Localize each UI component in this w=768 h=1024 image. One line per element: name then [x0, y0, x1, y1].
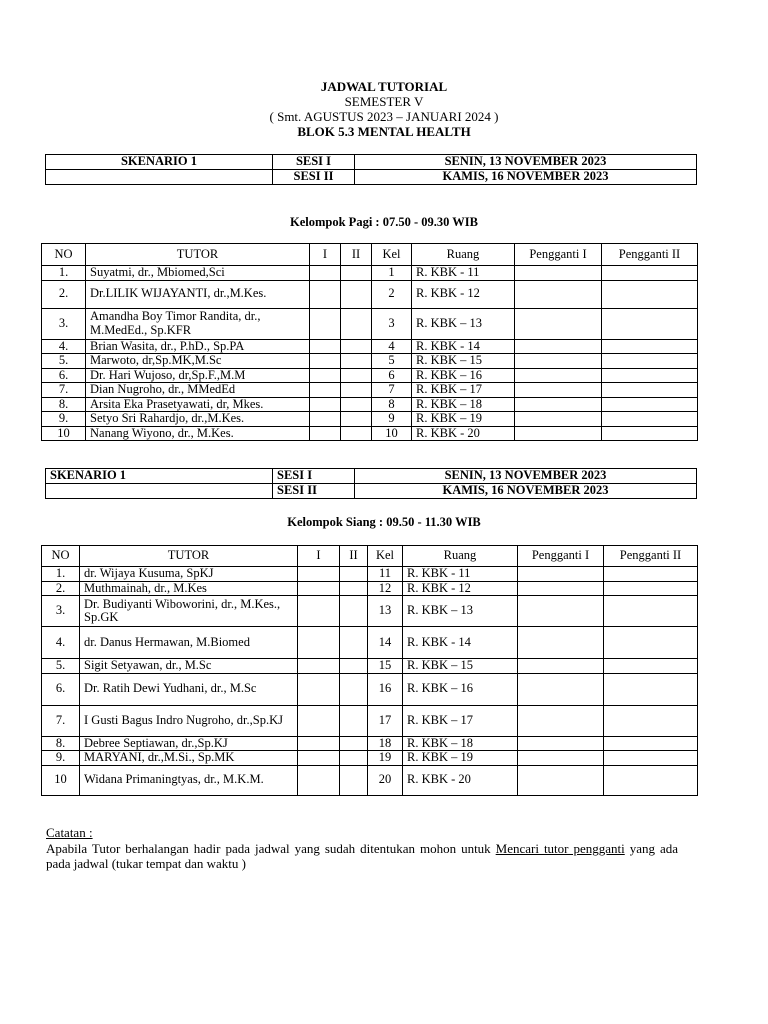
- no-cell: 7.: [42, 383, 86, 398]
- kel-cell: 15: [368, 659, 403, 674]
- table-row: [42, 266, 698, 281]
- session-1-cell: [310, 383, 341, 398]
- pengganti-2-cell: [604, 765, 698, 795]
- kel-cell: 20: [368, 765, 403, 795]
- no-cell: 8.: [42, 736, 80, 751]
- pengganti-1-cell: [518, 705, 604, 736]
- no-cell: 7.: [42, 705, 80, 736]
- pengganti-1-cell: [518, 736, 604, 751]
- kel-cell: 10: [372, 426, 412, 441]
- pengganti-2-cell: [604, 751, 698, 766]
- tutor-cell: Widana Primaningtyas, dr., M.K.M.: [80, 765, 298, 795]
- ruang-cell: R. KBK - 20: [412, 426, 515, 441]
- ruang-cell: R. KBK – 17: [412, 383, 515, 398]
- tutor-cell: Arsita Eka Prasetyawati, dr, Mkes.: [86, 397, 310, 412]
- session-2-cell: [340, 567, 368, 582]
- table-row: [42, 397, 698, 412]
- sesi-2-date: KAMIS, 16 NOVEMBER 2023: [355, 170, 697, 185]
- period-label: ( Smt. AGUSTUS 2023 – JANUARI 2024 ): [269, 109, 499, 124]
- kel-cell: 6: [372, 368, 412, 383]
- sesi-2-label: SESI II: [273, 170, 355, 185]
- col-header-ruang: Ruang: [412, 244, 515, 266]
- tutor-cell: dr. Danus Hermawan, M.Biomed: [80, 627, 298, 659]
- ruang-cell: R. KBK - 20: [403, 765, 518, 795]
- tutor-cell: Dr.LILIK WIJAYANTI, dr.,M.Kes.: [86, 280, 310, 308]
- pengganti-2-cell: [604, 659, 698, 674]
- col-header-tutor: TUTOR: [86, 244, 310, 266]
- group-title-pagi: Kelompok Pagi : 07.50 - 09.30 WIB: [290, 215, 478, 229]
- col-header-pengganti-2: Pengganti II: [604, 546, 698, 567]
- col-header-i: I: [310, 244, 341, 266]
- no-cell: 8.: [42, 397, 86, 412]
- session-2-cell: [340, 765, 368, 795]
- no-cell: 10: [42, 426, 86, 441]
- tutor-cell: Marwoto, dr,Sp.MK,M.Sc: [86, 354, 310, 369]
- pengganti-1-cell: [518, 627, 604, 659]
- kel-cell: 16: [368, 673, 403, 705]
- col-header-pengganti-1: Pengganti I: [515, 244, 602, 266]
- pengganti-2-cell: [602, 368, 698, 383]
- table-row: [42, 354, 698, 369]
- session-2-cell: [340, 673, 368, 705]
- session-1-cell: [298, 705, 340, 736]
- kel-cell: 7: [372, 383, 412, 398]
- col-header-ruang: Ruang: [403, 546, 518, 567]
- ruang-cell: R. KBK - 14: [403, 627, 518, 659]
- pengganti-2-cell: [602, 339, 698, 354]
- session-1-cell: [310, 397, 341, 412]
- tutor-cell: Dian Nugroho, dr., MMedEd: [86, 383, 310, 398]
- pengganti-1-cell: [515, 308, 602, 339]
- pengganti-2-cell: [602, 426, 698, 441]
- tutor-cell: Setyo Sri Rahardjo, dr.,M.Kes.: [86, 412, 310, 427]
- skenario-table-pagi: [45, 154, 697, 185]
- ruang-cell: R. KBK - 14: [412, 339, 515, 354]
- pengganti-1-cell: [518, 751, 604, 766]
- col-header-pengganti-2: Pengganti II: [602, 244, 698, 266]
- table-row: [42, 705, 698, 736]
- ruang-cell: R. KBK - 12: [412, 280, 515, 308]
- session-1-cell: [310, 412, 341, 427]
- ruang-cell: R. KBK - 12: [403, 581, 518, 596]
- session-1-cell: [310, 426, 341, 441]
- sesi-2-label: SESI II: [273, 484, 355, 499]
- session-2-cell: [341, 397, 372, 412]
- col-header-pengganti-1: Pengganti I: [518, 546, 604, 567]
- no-cell: 1.: [42, 567, 80, 582]
- tutor-cell: MARYANI, dr.,M.Si., Sp.MK: [80, 751, 298, 766]
- kel-cell: 13: [368, 596, 403, 627]
- no-cell: 4.: [42, 627, 80, 659]
- tutor-cell: I Gusti Bagus Indro Nugroho, dr.,Sp.KJ: [80, 705, 298, 736]
- note-text-after: yang ada pada jadwal (tukar tempat dan waktu ): [46, 840, 678, 871]
- document-title: JADWAL TUTORIAL: [320, 79, 448, 94]
- table-row: [42, 765, 698, 795]
- session-1-cell: [298, 627, 340, 659]
- pengganti-2-cell: [602, 266, 698, 281]
- session-1-cell: [310, 280, 341, 308]
- ruang-cell: R. KBK – 15: [412, 354, 515, 369]
- session-1-cell: [310, 354, 341, 369]
- ruang-cell: R. KBK - 11: [412, 266, 515, 281]
- no-cell: 3.: [42, 308, 86, 339]
- col-header-kel: Kel: [368, 546, 403, 567]
- session-1-cell: [298, 673, 340, 705]
- tutor-cell: Sigit Setyawan, dr., M.Sc: [80, 659, 298, 674]
- session-2-cell: [341, 368, 372, 383]
- pengganti-2-cell: [604, 673, 698, 705]
- ruang-cell: R. KBK – 19: [403, 751, 518, 766]
- ruang-cell: R. KBK – 16: [412, 368, 515, 383]
- pengganti-1-cell: [518, 659, 604, 674]
- tutor-cell: Nanang Wiyono, dr., M.Kes.: [86, 426, 310, 441]
- pengganti-1-cell: [515, 397, 602, 412]
- kel-cell: 14: [368, 627, 403, 659]
- note-block: [46, 825, 678, 872]
- table-row: [42, 673, 698, 705]
- table-row: [42, 308, 698, 339]
- col-header-tutor: TUTOR: [80, 546, 298, 567]
- pengganti-2-cell: [602, 308, 698, 339]
- kel-cell: 17: [368, 705, 403, 736]
- col-header-ii: II: [340, 546, 368, 567]
- session-2-cell: [341, 280, 372, 308]
- no-cell: 5.: [42, 354, 86, 369]
- session-2-cell: [341, 383, 372, 398]
- skenario-empty-cell: [46, 170, 273, 185]
- sesi-1-date: SENIN, 13 NOVEMBER 2023: [355, 469, 697, 484]
- ruang-cell: R. KBK – 13: [412, 308, 515, 339]
- pengganti-1-cell: [515, 412, 602, 427]
- no-cell: 9.: [42, 412, 86, 427]
- session-1-cell: [310, 266, 341, 281]
- table-row: [42, 567, 698, 582]
- pengganti-1-cell: [515, 426, 602, 441]
- pengganti-2-cell: [602, 412, 698, 427]
- session-1-cell: [298, 567, 340, 582]
- col-header-i: I: [298, 546, 340, 567]
- pengganti-2-cell: [604, 567, 698, 582]
- kel-cell: 18: [368, 736, 403, 751]
- session-1-cell: [298, 659, 340, 674]
- skenario-label: SKENARIO 1: [46, 469, 273, 484]
- tutor-cell: Dr. Ratih Dewi Yudhani, dr., M.Sc: [80, 673, 298, 705]
- ruang-cell: R. KBK – 13: [403, 596, 518, 627]
- kel-cell: 19: [368, 751, 403, 766]
- kel-cell: 9: [372, 412, 412, 427]
- pengganti-1-cell: [518, 567, 604, 582]
- table-row: [42, 659, 698, 674]
- semester-label: SEMESTER V: [344, 94, 424, 109]
- session-2-cell: [340, 627, 368, 659]
- session-1-cell: [310, 368, 341, 383]
- no-cell: 6.: [42, 368, 86, 383]
- schedule-table-siang: [41, 545, 698, 796]
- session-2-cell: [341, 412, 372, 427]
- tutor-cell: Debree Septiawan, dr.,Sp.KJ: [80, 736, 298, 751]
- session-1-cell: [310, 308, 341, 339]
- kel-cell: 4: [372, 339, 412, 354]
- no-cell: 9.: [42, 751, 80, 766]
- col-header-kel: Kel: [372, 244, 412, 266]
- session-1-cell: [298, 596, 340, 627]
- ruang-cell: R. KBK – 18: [412, 397, 515, 412]
- session-1-cell: [298, 581, 340, 596]
- table-row: [42, 596, 698, 627]
- pengganti-1-cell: [515, 383, 602, 398]
- pengganti-1-cell: [515, 280, 602, 308]
- session-1-cell: [310, 339, 341, 354]
- table-row: [42, 368, 698, 383]
- pengganti-1-cell: [518, 765, 604, 795]
- col-header-no: NO: [42, 244, 86, 266]
- no-cell: 6.: [42, 673, 80, 705]
- kel-cell: 11: [368, 567, 403, 582]
- pengganti-2-cell: [602, 280, 698, 308]
- session-2-cell: [341, 426, 372, 441]
- sesi-1-label: SESI I: [273, 469, 355, 484]
- group-title-siang: Kelompok Siang : 09.50 - 11.30 WIB: [287, 515, 481, 529]
- sesi-2-date: KAMIS, 16 NOVEMBER 2023: [355, 484, 697, 499]
- kel-cell: 8: [372, 397, 412, 412]
- pengganti-2-cell: [602, 354, 698, 369]
- pengganti-2-cell: [604, 736, 698, 751]
- pengganti-2-cell: [602, 383, 698, 398]
- session-2-cell: [341, 308, 372, 339]
- kel-cell: 5: [372, 354, 412, 369]
- ruang-cell: R. KBK – 19: [412, 412, 515, 427]
- kel-cell: 2: [372, 280, 412, 308]
- tutor-cell: Dr. Hari Wujoso, dr,Sp.F.,M.M: [86, 368, 310, 383]
- pengganti-2-cell: [604, 596, 698, 627]
- session-2-cell: [340, 751, 368, 766]
- ruang-cell: R. KBK – 17: [403, 705, 518, 736]
- session-1-cell: [298, 765, 340, 795]
- pengganti-1-cell: [515, 368, 602, 383]
- session-1-cell: [298, 751, 340, 766]
- pengganti-2-cell: [602, 397, 698, 412]
- tutor-cell: Dr. Budiyanti Wiboworini, dr., M.Kes., Sp.GK: [80, 596, 298, 627]
- session-2-cell: [340, 736, 368, 751]
- no-cell: 4.: [42, 339, 86, 354]
- table-row: [42, 736, 698, 751]
- pengganti-1-cell: [515, 266, 602, 281]
- pengganti-1-cell: [515, 339, 602, 354]
- pengganti-1-cell: [518, 596, 604, 627]
- session-1-cell: [298, 736, 340, 751]
- pengganti-2-cell: [604, 627, 698, 659]
- tutor-cell: Brian Wasita, dr., P.hD., Sp.PA: [86, 339, 310, 354]
- table-row: [42, 426, 698, 441]
- sesi-1-date: SENIN, 13 NOVEMBER 2023: [355, 155, 697, 170]
- tutor-cell: Suyatmi, dr., Mbiomed,Sci: [86, 266, 310, 281]
- table-header-row: [42, 244, 698, 266]
- pengganti-1-cell: [515, 354, 602, 369]
- note-heading: Catatan :: [46, 825, 93, 840]
- note-text-before: Apabila Tutor berhalangan hadir pada jadwal yang sudah ditentukan mohon untuk: [46, 840, 496, 856]
- ruang-cell: R. KBK – 18: [403, 736, 518, 751]
- session-2-cell: [340, 596, 368, 627]
- table-row: [42, 581, 698, 596]
- pengganti-2-cell: [604, 705, 698, 736]
- tutor-cell: Amandha Boy Timor Randita, dr., M.MedEd., Sp.KFR: [86, 308, 310, 339]
- table-row: [42, 383, 698, 398]
- ruang-cell: R. KBK - 11: [403, 567, 518, 582]
- table-row: [42, 280, 698, 308]
- note-link: Mencari tutor pengganti: [495, 840, 625, 856]
- sesi-1-label: SESI I: [273, 155, 355, 170]
- no-cell: 2.: [42, 280, 86, 308]
- session-2-cell: [340, 581, 368, 596]
- block-label: BLOK 5.3 MENTAL HEALTH: [297, 124, 471, 139]
- pengganti-1-cell: [518, 581, 604, 596]
- pengganti-2-cell: [604, 581, 698, 596]
- session-2-cell: [340, 659, 368, 674]
- session-2-cell: [340, 705, 368, 736]
- note-text: [46, 841, 678, 872]
- skenario-table-siang: [45, 468, 697, 499]
- no-cell: 10: [42, 765, 80, 795]
- session-2-cell: [341, 354, 372, 369]
- col-header-no: NO: [42, 546, 80, 567]
- ruang-cell: R. KBK – 15: [403, 659, 518, 674]
- skenario-label: SKENARIO 1: [46, 155, 273, 170]
- no-cell: 3.: [42, 596, 80, 627]
- table-row: [42, 751, 698, 766]
- table-row: [42, 627, 698, 659]
- no-cell: 2.: [42, 581, 80, 596]
- col-header-ii: II: [341, 244, 372, 266]
- table-row: [42, 412, 698, 427]
- no-cell: 1.: [42, 266, 86, 281]
- skenario-empty-cell: [46, 484, 273, 499]
- no-cell: 5.: [42, 659, 80, 674]
- schedule-table-pagi: [41, 243, 698, 441]
- kel-cell: 1: [372, 266, 412, 281]
- kel-cell: 12: [368, 581, 403, 596]
- session-2-cell: [341, 339, 372, 354]
- table-row: [42, 339, 698, 354]
- pengganti-1-cell: [518, 673, 604, 705]
- session-2-cell: [341, 266, 372, 281]
- table-header-row: [42, 546, 698, 567]
- kel-cell: 3: [372, 308, 412, 339]
- ruang-cell: R. KBK – 16: [403, 673, 518, 705]
- tutor-cell: dr. Wijaya Kusuma, SpKJ: [80, 567, 298, 582]
- tutor-cell: Muthmainah, dr., M.Kes: [80, 581, 298, 596]
